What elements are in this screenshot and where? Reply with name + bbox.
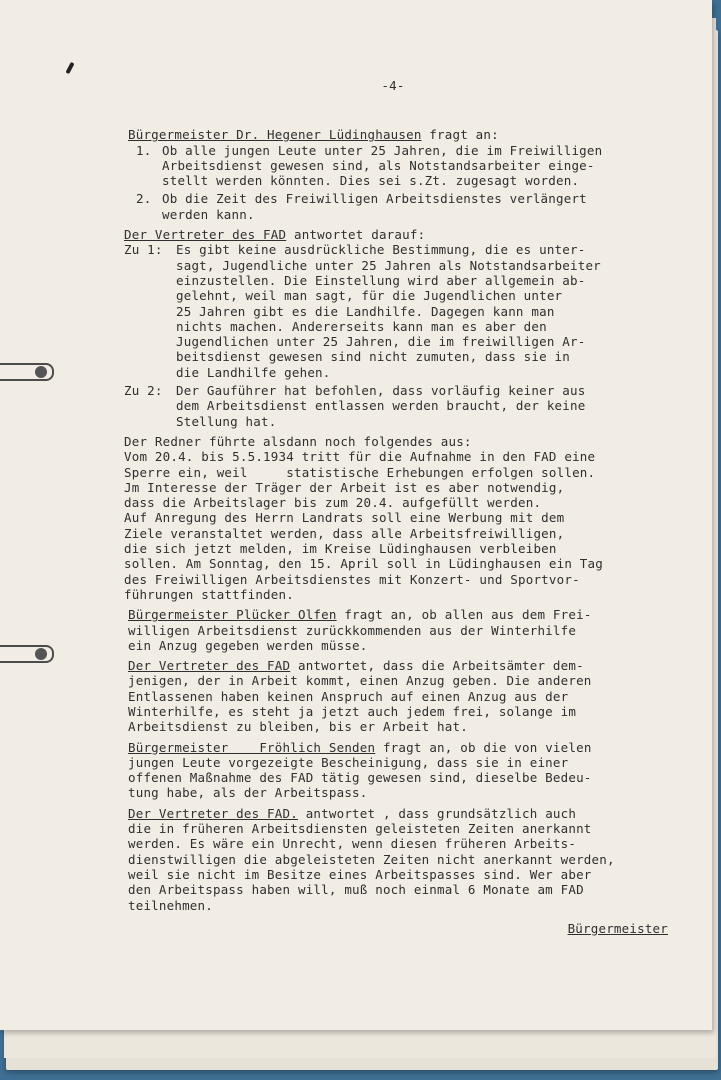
text-line: dass die Arbeitslager bis zum 20.4. aufgefüllt werden. [124,495,542,511]
text-line: nichts machen. Andererseits kann man es aber den [176,318,547,334]
question-item [128,191,688,222]
text-line: werden. Es wäre ein Unrecht, wenn diesen früheren Arbeits- [128,836,577,852]
text-line: den Arbeitspass haben will, muß noch einmal 6 Monate am FAD [128,882,584,898]
text-line: stellt werden könnten. Dies sei s.Zt. zugesagt worden. [162,173,580,189]
binder-ring-lower-knob [35,648,47,660]
text-line: jenigen, der in Arbeit kommt, einen Anzug geben. Die anderen [128,673,592,689]
item-number: Zu 2: [124,383,163,399]
text-line: Ob alle jungen Leute unter 25 Jahren, die im Freiwilligen [162,142,603,158]
text-line: Es gibt keine ausdrückliche Bestimmung, die es unter- [176,242,586,258]
binder-ring-upper-knob [35,366,47,378]
text-line: 25 Jahren gibt es die Landhilfe. Dagegen kann man [176,303,555,319]
text-line: Ob die Zeit des Freiwilligen Arbeitsdienstes verlängert [162,191,587,207]
text-line [128,607,688,622]
text-line [128,740,688,755]
text-line: jungen Leute vorgezeigte Bescheinigung, dass sie in einer [128,754,569,770]
text-line: Sperre ein, weil statistische Erhebungen erfolgen sollen. [124,464,596,480]
text-line: Stellung hat. [176,413,277,429]
text-line: des Freiwilligen Arbeitsdienstes mit Konzert- und Sportvor- [124,571,580,587]
speaker-hegener: Bürgermeister Dr. Hegener Lüdinghausen [128,127,422,143]
item-number: 2. [136,191,152,207]
text-line: die Landhilfe gehen. [176,364,331,380]
section-heading-line [128,127,688,142]
text-line: beitsdienst gewesen sind nicht zumuten, dass sie in [176,349,571,365]
text-line: dem Arbeitsdienst entlassen werden braucht, der keine [176,398,586,414]
text-line: Winterhilfe, es steht ja jetzt auch jedem frei, solange im [128,703,577,719]
signature: Bürgermeister [567,920,668,936]
section-heading-line [124,227,688,242]
text-line: Der Redner führte alsdann noch folgendes aus: [124,433,472,449]
text-line: Arbeitsdienst zu bleiben, bis er Arbeit hat. [128,719,468,735]
text-line [128,806,688,821]
section-pluecker [128,607,688,653]
question-item [128,143,688,189]
item-number: Zu 1: [124,242,163,258]
text-line: sollen. Am Sonntag, den 15. April soll in Lüdinghausen ein Tag [124,556,603,572]
line-rest: antwortet , dass grundsätzlich auch [297,805,577,821]
text-line: gelehnt, weil man sagt, für die Jugendlichen unter [176,288,563,304]
pen-mark [65,62,74,74]
line-rest: antwortet, dass die Arbeitsämter dem- [290,658,584,674]
line-rest: fragt an, ob die von vielen [375,739,592,755]
text-line: führungen stattfinden. [124,586,294,602]
item-number: 1. [136,142,152,158]
section-speaker-remarks [124,434,688,602]
text-line: Arbeitsdienst gewesen sind, als Notstandsarbeiter einge- [162,157,595,173]
text-line: teilnehmen. [128,897,213,913]
answer-item [124,383,688,429]
page-number: -4- [381,78,405,93]
answer-item [124,242,688,380]
text-line: Vom 20.4. bis 5.5.1934 tritt für die Aufnahme in den FAD eine [124,449,596,465]
text-line: tung habe, als der Arbeitspass. [128,785,368,801]
section-froehlich [128,740,688,801]
heading-suffix: fragt an: [421,127,499,143]
speaker-fad: Der Vertreter des FAD. [128,805,298,821]
text-line: Entlassenen haben keinen Anspruch auf einen Anzug aus der [128,688,569,704]
text-line: weil sie nicht im Besitze eines Arbeitspasses sind. Wer aber [128,866,592,882]
text-line: sagt, Jugendliche unter 25 Jahren als Notstandsarbeiter [176,257,601,273]
signature-line [128,921,668,936]
speaker-fad: Der Vertreter des FAD [128,658,291,674]
text-line: Jugendlichen unter 25 Jahren, die im freiwilligen Ar- [176,334,586,350]
text-line: Der Gauführer hat befohlen, dass vorläufig keiner aus [176,383,586,399]
line-rest: fragt an, ob allen aus dem Frei- [336,607,592,623]
text-line: willigen Arbeitsdienst zurückkommenden aus der Winterhilfe [128,622,577,638]
speaker-froehlich: Bürgermeister Fröhlich Senden [128,739,376,755]
section-fad-answer [124,227,688,429]
speaker-fad: Der Vertreter des FAD [124,227,287,243]
section-fad-answer-2 [128,658,688,734]
text-line: Auf Anregung des Herrn Landrats soll eine Werbung mit dem [124,510,565,526]
text-line: dienstwilligen die abgeleisteten Zeiten nicht anerkannt werden, [128,851,615,867]
typed-text [124,78,688,936]
heading-suffix: antwortet darauf: [286,227,426,243]
text-line: offenen Maßnahme des FAD tätig gewesen sind, dieselbe Bedeu- [128,770,592,786]
text-line: die in früheren Arbeitsdiensten geleisteten Zeiten anerkannt [128,821,592,837]
text-line: werden kann. [162,206,255,222]
text-line: Ziele veranstaltet werden, dass alle Arbeitsfreiwilligen, [124,525,565,541]
section-hegener [128,127,688,222]
speaker-pluecker: Bürgermeister Plücker Olfen [128,607,337,623]
text-line: die sich jetzt melden, im Kreise Lüdinghausen verbleiben [124,541,557,557]
text-line: Jm Interesse der Träger der Arbeit ist es aber notwendig, [124,479,565,495]
text-line [128,658,688,673]
text-line: ein Anzug gegeben werden müsse. [128,637,368,653]
section-fad-answer-3 [128,806,688,913]
text-line: einzustellen. Die Einstellung wird aber allgemein ab- [176,272,586,288]
